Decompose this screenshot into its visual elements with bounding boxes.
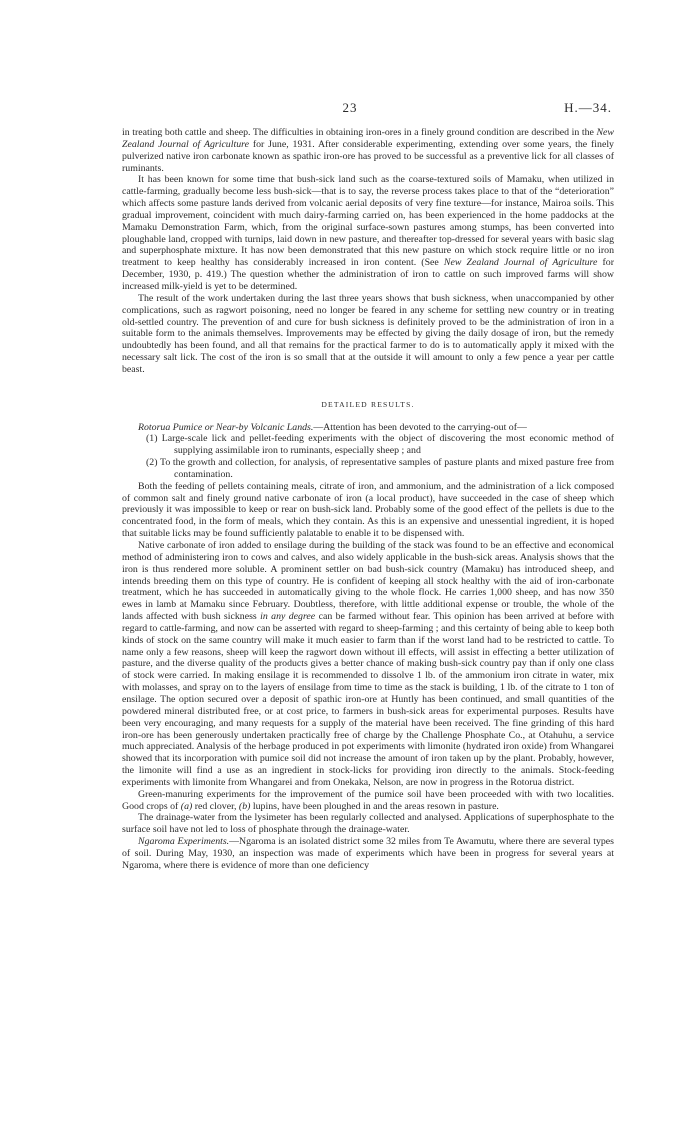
paragraph: The result of the work undertaken during the last three years shows that bush sickness, when unaccompanied by other complications, such as ragwort poisoning, need no longer be feared in any scheme for settling new country or in treating old-settled country. The prevention of and cure for bush sickness is definitely proved to be the administration of iron in a suitable form to the animals themselves. Improvements may be effected by giving the daily dosage of iron, but the remedy undoubtedly has been found, and all that remains for the practical farmer to do is to automatically apply it mixed with the necessary salt lick. The cost of the iron is so small that at the outside it will amount to only a few pence a year per cattle beast. <box>122 292 614 375</box>
paragraph: It has been known for some time that bush-sick land such as the coarse-textured soils of Mamaku, when utilized in cattle-farming, gradually become less bush-sick—that is to say, the reverse process takes place to that of the “deterioration” which affects some pasture lands derived from volcanic aerial deposits of very fine texture—for instance, Mairoa soils. This gradual improvement, coincident with much dairy-farming carried on, has been experienced in the home paddocks at the Mamaku Demonstration Farm, which, from the original surface-sown pastures among stumps, has been converted into ploughable land, cropped with turnips, laid down in new pasture, and thereafter top-dressed for several years with basic slag and superphosphate mixture. It has now been demonstrated that this new pasture on which stock require little or no iron treatment to keep healthy has considerably increased in iron content. (See New Zealand Journal of Agriculture for December, 1930, p. 419.) The question whether the administration of iron to cattle on such improved farms will show increased milk-yield is yet to be determined. <box>122 174 614 292</box>
paragraph: The drainage-water from the lysimeter has been regularly collected and analysed. Applications of superphosphate to the surface soil have not led to loss of phosphate through the drainage-water. <box>122 812 614 836</box>
paragraph: Both the feeding of pellets containing meals, citrate of iron, and ammonium, and the administration of a lick composed of common salt and finely ground native carbonate of iron (a local product), have succeeded in the case of sheep which previously it was impossible to keep or rear on bush-sick land. Probably some of the good effect of the pellets is due to the concentrated food, in the form of meals, which they contain. As this is an expensive and unessential ingredient, it is hoped that suitable licks may be found sufficiently palatable to enable it to be dispensed with. <box>122 480 614 540</box>
document-reference: H.—34. <box>564 100 612 115</box>
page-body <box>122 127 614 872</box>
paragraph: Native carbonate of iron added to ensilage during the building of the stack was found to be an effective and economical method of administering iron to cows and calves, and also widely applicable in the bush-sick areas. Analysis shows that the iron is thus rendered more soluble. A prominent settler on bad bush-sick country (Mamaku) has introduced sheep, and intends breeding them on this type of country. He is confident of keeping all stock healthy with the aid of iron-carbonate treatment, which he has succeeded in automatically giving to the whole flock. He carries 1,000 sheep, and has now 350 ewes in lamb at Mamaku since February. Doubtless, therefore, with little additional expense or trouble, the whole of the lands affected with bush sickness in any degree can be farmed without fear. This opinion has been arrived at before with regard to cattle-farming, and now can be asserted with regard to sheep-farming ; and this certainty of being able to keep both kinds of stock on the same country will make it much easier to farm than if the worst land had to be restricted to cattle. To name only a few reasons, sheep will keep the ragwort down without ill effects, will assist in effecting a better utilization of pasture, and the diverse quality of the products gives a better chance of making bush-sick country pay than if only one class of stock were carried. In making ensilage it is recommended to dissolve 1 lb. of the ammonium iron citrate in water, mix with molasses, and spray on to the layers of ensilage from time to time as the stack is building, 1 lb. of the citrate to 1 ton of ensilage. The option secured over a deposit of spathic iron-ore at Huntly has been continued, and small quantities of the powdered mineral distributed free, or at cost price, to farmers in bush-sick areas for experimental purposes. Results have been very encouraging, and many requests for a supply of the material have been received. The fine grinding of this hard iron-ore has been generously undertaken practically free of charge by the Challenge Phosphate Co., at Otahuhu, a service much appreciated. Analysis of the herbage produced in pot experiments with limonite (hydrated iron oxide) from Whangarei showed that its incorporation with pumice soil did not increase the amount of iron taken up by the plant. Probably, however, the limonite will find a use as an ingredient in stock-licks for providing iron directly to the animals. Stock-feeding experiments with limonite from Whangarei and from Onekaka, Nelson, are now in progress in the Rotorua district. <box>122 540 614 788</box>
section-heading: DETAILED RESULTS. <box>321 399 415 409</box>
paragraph: Rotorua Pumice or Near-by Volcanic Lands.—Attention has been devoted to the carrying-out of— <box>138 421 527 433</box>
paragraph: Green-manuring experiments for the improvement of the pumice soil have been proceeded with with two localities. Good crops of (a) red clover, (b) lupins, have been ploughed in and the areas resown in pasture. <box>122 788 614 812</box>
list-item: (2) To the growth and collection, for analysis, of representative samples of pasture plants and mixed pasture free from contamination. <box>146 457 614 480</box>
paragraph: Ngaroma Experiments.—Ngaroma is an isolated district some 32 miles from Te Awamutu, where there are several types of soil. During May, 1930, an inspection was made of experiments which have been in progress for several years at Ngaroma, where there is evidence of more than one deficiency <box>122 836 614 871</box>
list-item: (1) Large-scale lick and pellet-feeding experiments with the object of discovering the most economic method of supplying assimilable iron to ruminants, especially sheep ; and <box>146 433 614 457</box>
paragraph: in treating both cattle and sheep. The difficulties in obtaining iron-ores in a finely ground condition are described in the New Zealand Journal of Agriculture for June, 1931. After considerable experimenting, extending over some years, the finely pulverized native iron carbonate known as spathic iron-ore has proved to be successful as a preventive lick for all classes of ruminants. <box>122 127 614 174</box>
page-number: 23 <box>342 100 358 115</box>
